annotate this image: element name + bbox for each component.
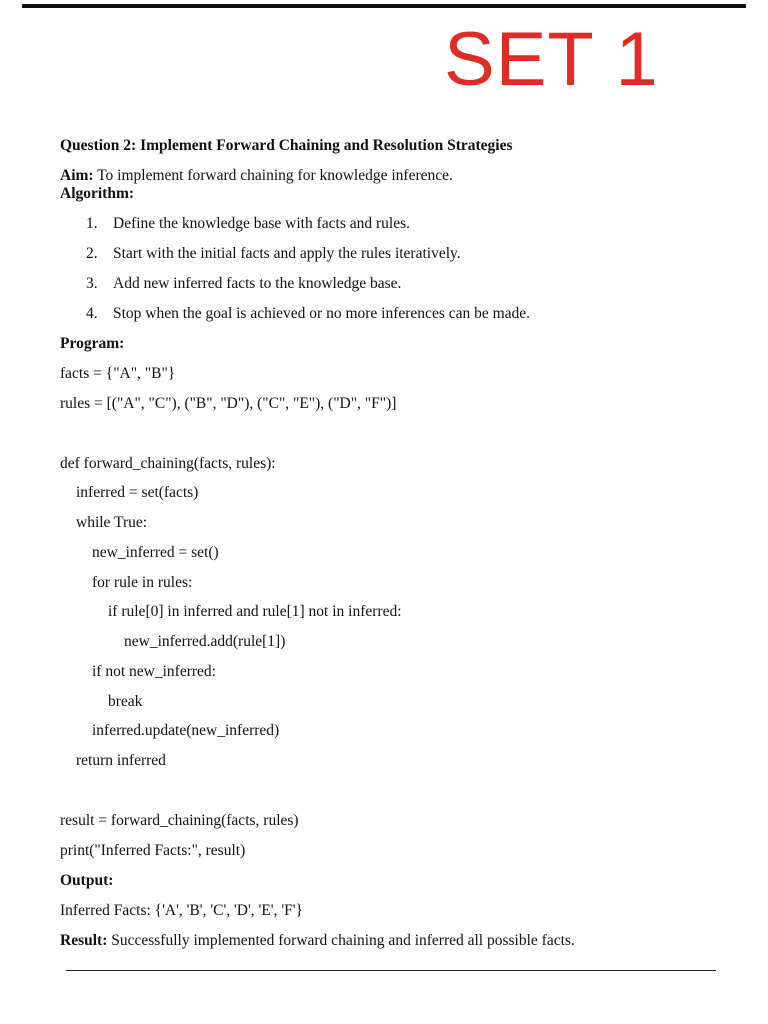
result-label: Result: — [60, 932, 108, 949]
set-label: SET 1 — [444, 17, 659, 102]
code-line: result = forward_chaining(facts, rules) — [60, 812, 299, 829]
algorithm-label: Algorithm: — [60, 185, 135, 202]
code-line: inferred.update(new_inferred) — [92, 722, 280, 739]
output-label: Output: — [60, 872, 114, 889]
code-line: new_inferred = set() — [92, 544, 219, 561]
top-rule — [22, 4, 746, 8]
program-label: Program: — [60, 335, 125, 352]
result-line — [60, 932, 575, 950]
code-line: break — [108, 693, 143, 710]
code-line: inferred = set(facts) — [76, 484, 199, 501]
code-line: new_inferred.add(rule[1]) — [124, 633, 286, 650]
code-line: rules = [("A", "C"), ("B", "D"), ("C", "E"), ("D", "F")] — [60, 395, 397, 412]
code-line: for rule in rules: — [92, 574, 193, 591]
question-title: Question 2: Implement Forward Chaining and Resolution Strategies — [60, 137, 513, 154]
aim-label: Aim: — [60, 167, 94, 184]
code-line: facts = {"A", "B"} — [60, 365, 176, 382]
aim-line — [60, 167, 453, 185]
code-line: if not new_inferred: — [92, 663, 216, 680]
code-line: while True: — [76, 514, 148, 531]
output-text: Inferred Facts: {'A', 'B', 'C', 'D', 'E', 'F'} — [60, 902, 303, 919]
step-number: 1. — [86, 215, 98, 232]
step-text: Add new inferred facts to the knowledge base. — [113, 275, 402, 292]
result-text: Successfully implemented forward chaining and inferred all possible facts. — [107, 932, 575, 949]
step-number: 4. — [86, 305, 98, 322]
code-line: def forward_chaining(facts, rules): — [60, 455, 276, 472]
step-text: Stop when the goal is achieved or no more inferences can be made. — [113, 305, 531, 322]
step-text: Define the knowledge base with facts and rules. — [113, 215, 410, 232]
code-line: if rule[0] in inferred and rule[1] not in inferred: — [108, 603, 402, 620]
code-line: print("Inferred Facts:", result) — [60, 842, 246, 859]
step-number: 3. — [86, 275, 98, 292]
step-number: 2. — [86, 245, 98, 262]
bottom-rule — [66, 970, 716, 971]
code-line: return inferred — [76, 752, 166, 769]
step-text: Start with the initial facts and apply the rules iteratively. — [113, 245, 461, 262]
aim-text: To implement forward chaining for knowledge inference. — [93, 167, 453, 184]
